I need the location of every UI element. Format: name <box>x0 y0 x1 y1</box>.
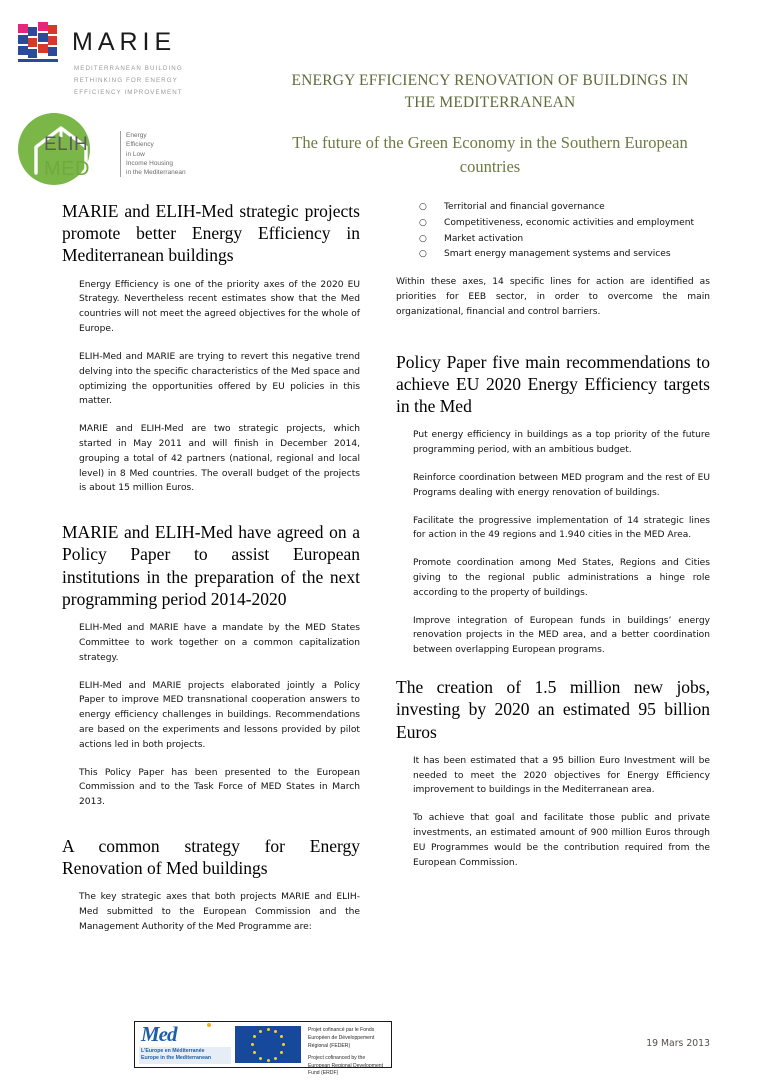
elih-sub-line: Efficiency <box>126 141 154 149</box>
section-strategic-projects <box>62 200 360 496</box>
list-item <box>418 216 710 231</box>
funding-text-fr: Projet cofinancé par le Fonds Européen de Développement Régional (FEDER) <box>308 1027 375 1049</box>
footer-date: 19 Mars 2013 <box>646 1038 710 1049</box>
list-item-label: Territorial and financial governance <box>444 202 605 212</box>
marie-logo <box>18 22 213 99</box>
elih-word: ELIH <box>44 134 89 156</box>
section-five-recommendations <box>396 351 710 658</box>
elih-sub-line: in the Mediterranean <box>126 169 186 177</box>
med-dot-icon <box>207 1023 211 1027</box>
elih-med-subtitle <box>120 131 186 177</box>
spacer <box>62 810 360 835</box>
med-strapline <box>139 1047 231 1064</box>
right-column <box>384 200 768 935</box>
header-titles <box>290 70 690 178</box>
elih-sub-line: Income Housing <box>126 159 173 167</box>
section-body <box>62 278 360 497</box>
circle-bullet-icon: ○ <box>419 233 427 244</box>
logo-stack <box>18 22 213 185</box>
paragraph: MARIE and ELIH-Med are two strategic projects, which started in May 2011 and will finish in December 2014, grouping a total of 42 partners (national, regional and local level) in 8 Med countries. The overall budget of the projects is about 15 million Euros. <box>79 424 360 494</box>
med-programme-badge <box>134 1021 392 1077</box>
list-item-label: Market activation <box>444 233 524 244</box>
list-item <box>418 232 710 247</box>
marie-name: MARIE <box>72 28 177 56</box>
spacer <box>62 496 360 521</box>
section-heading: MARIE and ELIH-Med strategic projects promote better Energy Efficiency in Mediterranean buildings <box>62 201 360 266</box>
section-common-strategy <box>62 835 360 935</box>
list-item-label: Smart energy management systems and services <box>444 249 671 260</box>
paragraph: This Policy Paper has been presented to the European Commission and to the Task Force of MED States in March 2013. <box>79 767 360 808</box>
paragraph: Improve integration of European funds in buildings’ energy renovation projects in the MED area, and a better coordination between overlapping European programs. <box>413 615 710 656</box>
paragraph: Promote coordination among Med States, Regions and Cities giving to the regional public administrations a hinge role according to the property of buildings. <box>413 558 710 598</box>
elih-sub-line: in Low <box>126 150 145 158</box>
circle-bullet-icon: ○ <box>419 249 427 260</box>
elih-sub-line: Energy <box>126 132 147 140</box>
spacer <box>396 658 710 676</box>
paragraph: ELIH-Med and MARIE have a mandate by the MED States Committee to work together on a common capitalization strategy. <box>79 623 360 663</box>
med-strapline-line: Europe in the Mediterranean <box>141 1055 212 1062</box>
elih-green-circle-icon <box>18 113 90 185</box>
paragraph: It has been estimated that a 95 billion Euro Investment will be needed to meet the 2020 objectives for Energy Efficiency improvement to buildings in the Mediterranean area. <box>413 755 710 796</box>
paragraph: Put energy efficiency in buildings as a top priority of the future programming period, with an ambitious budget. <box>413 430 710 456</box>
list-item <box>418 200 710 215</box>
document-header <box>0 0 768 200</box>
marie-tagline-line: MEDITERRANEAN BUILDING <box>74 65 183 72</box>
paragraph: Energy Efficiency is one of the priority axes of the 2020 EU Strategy. Nevertheless recent estimates show that the Med countries will not meet the agreed objectives for the whole of Europe. <box>79 279 360 335</box>
elih-med-logo <box>18 113 213 185</box>
section-policy-paper-agreement <box>62 521 360 810</box>
med-logo <box>135 1022 233 1067</box>
med-funding-text <box>306 1022 391 1077</box>
marie-blocks-icon <box>18 22 62 74</box>
section-heading: Policy Paper five main recommendations to achieve EU 2020 Energy Efficiency targets in the Med <box>396 351 710 417</box>
paragraph: ELIH-Med and MARIE are trying to revert this negative trend delving into the specific characteristics of the Med space and optimizing the opportunities offered by EU policies in this matter. <box>79 351 360 407</box>
eu-flag-icon <box>235 1026 301 1063</box>
med-wordmark: Med <box>141 1022 177 1046</box>
list-item <box>418 247 710 262</box>
list-item-label: Competitiveness, economic activities and employment <box>444 217 695 228</box>
eu-stars <box>251 1028 285 1062</box>
marie-tagline <box>74 63 183 99</box>
strategic-axes-list <box>396 200 710 262</box>
document-title: ENERGY EFFICIENCY RENOVATION OF BUILDINGS IN THE MEDITERRANEAN <box>291 72 689 112</box>
section-body <box>62 890 360 934</box>
section-body <box>396 428 710 658</box>
circle-bullet-icon: ○ <box>419 217 427 228</box>
section-heading: The creation of 1.5 million new jobs, investing by 2020 an estimated 95 billion Euros <box>396 677 710 742</box>
med-strapline-line: L'Europe en Méditerranée <box>141 1047 205 1054</box>
elih-med-wordmark <box>44 135 122 179</box>
spacer <box>396 333 710 351</box>
document-subtitle: The future of the Green Economy in the Southern European countries <box>292 133 688 176</box>
circle-bullet-icon: ○ <box>419 202 427 212</box>
marie-underline <box>18 59 58 62</box>
marie-wordmark <box>72 22 183 99</box>
paragraph: Facilitate the progressive implementation of 14 strategic lines for action in the 49 regions and 1.940 cities in the MED Area. <box>413 515 710 541</box>
med-word: MED <box>44 158 90 181</box>
paragraph: To achieve that goal and facilitate those public and private investments, an estimated amount of 900 million Euros through EU Programmes would be the contribution required from the European Commission. <box>413 813 710 868</box>
section-heading: A common strategy for Energy Renovation of Med buildings <box>62 836 360 879</box>
section-body <box>62 621 360 810</box>
section-body <box>396 754 710 871</box>
section-heading: MARIE and ELIH-Med have agreed on a Policy Paper to assist European institutions in the preparation of the next programming period 2014-2020 <box>62 522 360 609</box>
paragraph: The key strategic axes that both projects MARIE and ELIH-Med submitted to the European Commission and the Management Authority of the Med Programme are: <box>79 892 360 933</box>
content-columns <box>0 200 768 935</box>
paragraph: ELIH-Med and MARIE projects elaborated jointly a Policy Paper to improve MED transnational cooperation answers to energy efficiency challenges in buildings. Recommendations are based on the experiments and lessons provided by pilot actions led in both projects. <box>79 680 360 750</box>
axes-note-paragraph: Within these axes, 14 specific lines for action are identified as priorities for EEB sector, in order to overcome the main organizational, financial and control barriers. <box>396 277 710 317</box>
marie-tagline-line: EFFICIENCY IMPROVEMENT <box>74 89 183 97</box>
section-jobs-creation <box>396 676 710 870</box>
marie-tagline-line: RETHINKING FOR ENERGY <box>74 77 178 85</box>
funding-text-en: Project cofinanced by the European Regional Development Fund (ERDF) <box>308 1054 384 1077</box>
paragraph: Reinforce coordination between MED program and the rest of EU Programs dealing with energy renovation of buildings. <box>413 472 710 498</box>
document-footer <box>0 1008 768 1087</box>
left-column <box>0 200 384 935</box>
